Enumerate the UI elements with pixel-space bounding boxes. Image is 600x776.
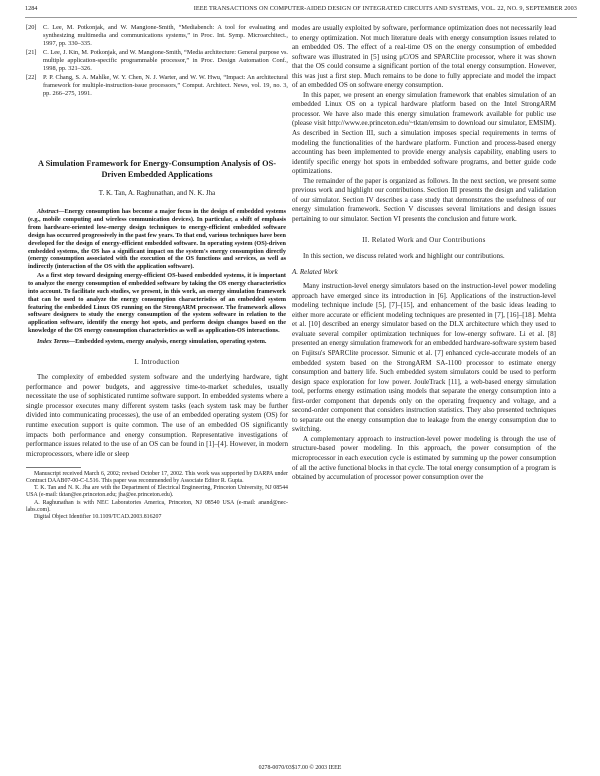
introduction-paragraph: The complexity of embedded system software and the underlying hardware, tight performance and power budgets, and aggressive time-to-market schedules, usually necessitate the use of sophisticated runtime software support. In embedded systems where a single processor executes many different system tasks (each system task may be further divided into communicating processes), the use of an embedded operating system (OS) for runtime execution support is quite common. The use of an embedded OS significantly impacts both performance and energy consumption. Representative investigations of performance issues related to the use of an OS can be found in [1]–[4]. However, in modern microprocessors, where idle or sleep xyxy=(26,373,288,458)
footnote-authors-princeton: T. K. Tan and N. K. Jha are with the Department of Electrical Engineering, Princeton University, NJ 08544 USA (e-mail: tktan@ee.princeton.edu; jha@ee.princeton.edu). xyxy=(26,485,288,499)
paper-authors: T. K. Tan, A. Raghunathan, and N. K. Jha xyxy=(98,188,216,197)
section-heading-related-work: II. Related Work and Our Contributions xyxy=(362,236,486,245)
introduction-continued: modes are usually exploited by software, performance optimization does not necessarily lead to energy optimization. Not much literature deals with energy consumption issues related to an embedded OS. The effect of a real-time OS on the energy consumption of embedded software was illustrated in [5] using μC/OS and SPARClite processor, where it was shown that the OS could consume a significant portion of the total energy consumption. However, this was just a first step. Much remains to be done to fully appreciate and model the impact of an embedded OS on software energy consumption. xyxy=(292,24,556,90)
footnote-manuscript: Manuscript received March 6, 2002; revised October 17, 2002. This work was supported by DARPA under Contract DAAB07-00-C-L516. This paper was recommended by Associate Editor R. Gupta. xyxy=(26,471,288,485)
copyright-line: 0278-0070/03$17.00 © 2003 IEEE xyxy=(258,765,342,771)
introduction-paragraph-3: The remainder of the paper is organized as follows. In the next section, we present some previous work and highlight our contributions. Section III presents the design and validation of our simulator. Section IV describes a case study that demonstrates the usefulness of our energy simulation framework. Section V discusses several limitations and design issues pertaining to our simulator. Section VI presents the conclusion and future work. xyxy=(292,176,556,223)
reference-number: [20] xyxy=(26,24,37,31)
footnote-rule xyxy=(26,467,81,468)
abstract-paragraph-1: Energy consumption has become a major focus in the design of embedded systems (e.g., mobile computing and wireless communication devices). In particular, a shift of emphasis from hardware-oriented low-energy design techniques to energy-efficient embedded software design has occurred progressively in the past few years. To that end, various techniques have been developed for the design of energy-efficient embedded software. In operating system (OS)-driven embedded systems, the OS has a significant impact on the system's energy consumption directly (energy consumption associated with the execution of the OS functions and services, as well as indirectly (interaction of the OS with the application software). xyxy=(28,208,286,271)
subsection-heading-related-work: A. Related Work xyxy=(292,267,338,276)
reference-number: [21] xyxy=(26,48,37,56)
footnote-author-nec: A. Raghunathan is with NEC Laboratories America, Princeton, NJ 08540 USA (e-mail: anand@nec-labs.com). xyxy=(26,499,288,513)
right-column xyxy=(292,24,556,483)
abstract-paragraph-2: As a first step toward designing energy-efficient OS-based embedded systems, it is important to analyze the energy consumption of embedded software by taking the OS energy characteristics into account. To facilitate such studies, we present, in this work, an energy simulation framework that can be used to analyze the energy consumption characteristics of an embedded system featuring the embedded Linux OS running on the StrongARM processor. The framework allows software designers to study the energy consumption of the system software in relation to the application software, identify the energy hot spots, and perform design changes based on the knowledge of the OS energy consumption characteristics as well as application-OS interactions. xyxy=(28,272,286,335)
reference-text: P. P. Chang, S. A. Mahlke, W. Y. Chen, N. J. Warter, and W. W. Hwu, “Impact: An architectural framework for multiple-instruction-issue processors,” Comput. Architect. News, vol. 19, no. 3, pp. 266–275, 1991. xyxy=(43,73,288,97)
paper-title: A Simulation Framework for Energy-Consumption Analysis of OS-Driven Embedded Applications xyxy=(38,158,276,179)
reference-item xyxy=(26,49,288,73)
related-work-paragraph-1: Many instruction-level energy simulators based on the instruction-level power modeling approach have emerged since its introduction in [6]. Applications of the instruction-level modeling technique include [5], [7]–[15], and enhancement of the basic ideas leading to either more accurate or efficient modeling techniques are presented in [7], [16]–[18]. Mehta et al. [10] described an energy simulator based on the DLX architecture which they used to evaluate several compiler optimization techniques for low-energy software. Li et al. [8] presented an energy simulation framework for an embedded hardware-software system based on Fujitsu's SPARClite processor. Simunic et al. [7] enhanced cycle-accurate models of an embedded system based on the StrongARM SA-1100 processor to estimate energy consumption and battery life. Such embedded system simulators could be used to perform design space exploration for low power. JouleTrack [11], a web-based energy simulation tool, performs energy estimation using models that separate the energy consumption into a first-order component that depends only on the operating frequency and voltage, and a second-order component that considers instruction statistics. They also presented techniques to separate out the energy consumption due to leakage from the energy consumption due to switching. xyxy=(292,282,556,434)
reference-number: [22] xyxy=(26,73,37,81)
reference-item xyxy=(26,24,288,48)
running-header xyxy=(25,5,577,15)
page-number: 1284 xyxy=(25,5,38,12)
section-heading-introduction: I. Introduction xyxy=(134,357,180,366)
reference-list xyxy=(26,24,288,98)
introduction-paragraph-2: In this paper, we present an energy simulation framework that enables simulation of an embedded Linux OS on a typical hardware platform based on the Intel StrongARM processor. We have also made this energy simulation framework available for public use (please visit http://www.ee.princeton.edu/~tktan/emsim to download our simulator, EMSIM). As described in Section III, such a simulation imposes special requirements in terms of modeling the functionalities of the hardware platform. Function and process-based energy accounting has been implemented to provide energy analysis capability, enabling users to identify specific energy hot spots in embedded software programs, and better guide code optimizations. xyxy=(292,90,556,176)
journal-line: IEEE TRANSACTIONS ON COMPUTER-AIDED DESIGN OF INTEGRATED CIRCUITS AND SYSTEMS, VOL. 22, NO. 9, SEPTEMBER 2003 xyxy=(193,5,577,12)
abstract-label: Abstract— xyxy=(37,208,65,216)
index-terms: Embedded system, energy analysis, energy simulation, operating system. xyxy=(75,337,267,345)
reference-text: C. Lee, M. Potkonjak, and W. Mangione-Smith, “Mediabench: A tool for evaluating and synthesizing multimedia and communications systems,” in Proc. Int. Symp. Microarchitect., 1997, pp. 330–335. xyxy=(43,24,288,48)
related-work-intro: In this section, we discuss related work and highlight our contributions. xyxy=(303,252,505,261)
abstract xyxy=(26,208,288,345)
reference-item xyxy=(26,74,288,98)
footnotes xyxy=(26,471,288,521)
left-column xyxy=(26,24,288,521)
index-terms-label: Index Terms— xyxy=(37,337,76,345)
header-rule xyxy=(25,17,577,18)
reference-text: C. Lee, J. Kin, M. Potkonjak, and W. Mangione-Smith, “Media architecture: General purpose vs. multiple application-specific programmable processor,” in Proc. Design Automation Conf., 1998, pp. 321–326. xyxy=(43,48,288,72)
footnote-doi: Digital Object Identifier 10.1109/TCAD.2003.816207 xyxy=(34,513,162,520)
related-work-paragraph-2: A complementary approach to instruction-level power modeling is through the use of structure-based power modeling. In this approach, the power consumption of the microprocessor in each execution cycle is estimated by summing up the power consumption of all the active functional blocks in that cycle. The total energy consumption of a program is obtained by accumulation of processor power consumption over the xyxy=(292,434,556,482)
